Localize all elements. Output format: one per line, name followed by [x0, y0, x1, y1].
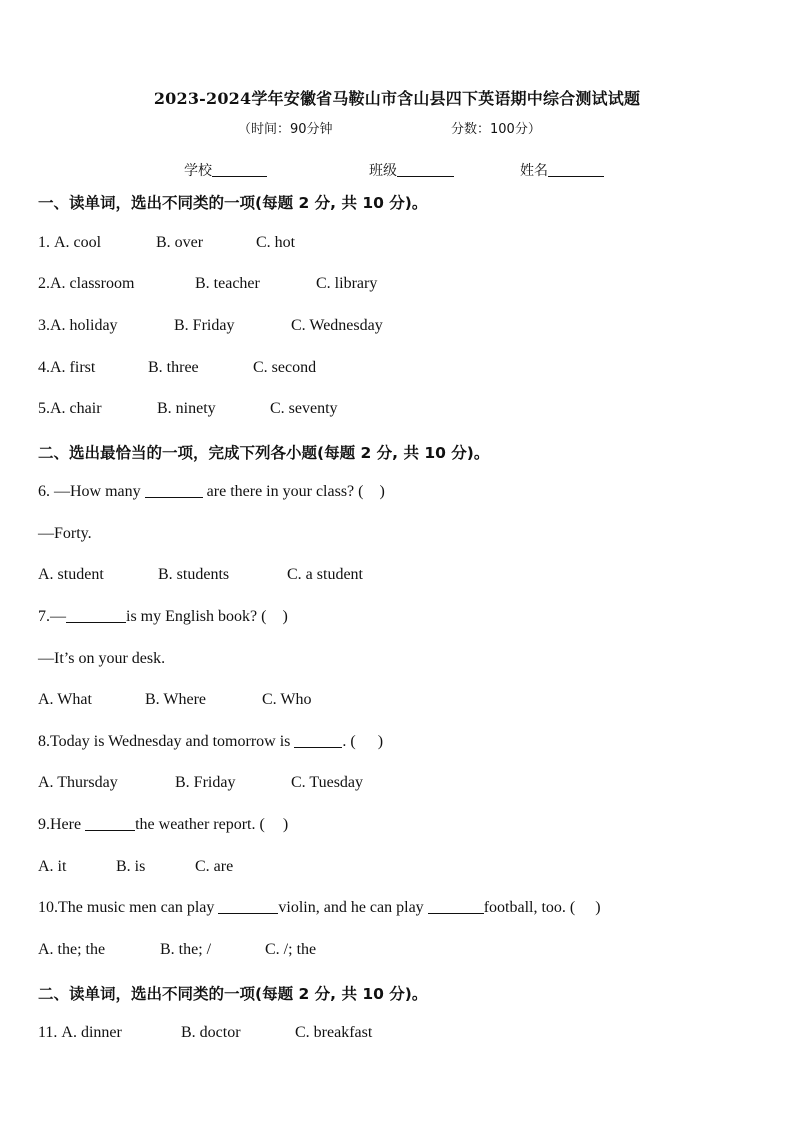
option-a: A. Thursday: [38, 774, 118, 791]
class-blank[interactable]: [397, 162, 454, 177]
question-text: 7.—: [38, 608, 66, 625]
option-b: B. over: [156, 234, 204, 251]
option-a: A. What: [38, 691, 92, 708]
question-7-options: [38, 691, 312, 709]
question-text: the weather report. (: [135, 816, 265, 833]
option-b: B. the; /: [160, 941, 212, 958]
option-a: A. dinner: [61, 1024, 122, 1041]
option-b: B. is: [116, 858, 146, 875]
question-11: [38, 1024, 373, 1042]
school-label: 学校: [184, 163, 212, 179]
name-blank[interactable]: [548, 162, 604, 177]
answer-blank[interactable]: [145, 483, 203, 498]
school-blank[interactable]: [212, 162, 267, 177]
question-number: 2.: [38, 275, 50, 292]
option-b: B. teacher: [195, 275, 260, 292]
name-label: 姓名: [520, 163, 548, 179]
time-limit: （时间：90分钟: [238, 122, 333, 137]
section-heading-2: 二、选出最恰当的一项，完成下列各小题(每题 2 分, 共 10 分)。: [38, 444, 490, 462]
option-b: B. doctor: [181, 1024, 241, 1041]
question-text: ): [595, 899, 601, 916]
option-a: A. chair: [50, 400, 102, 417]
question-10-options: [38, 941, 317, 959]
question-text: are there in your class? (: [202, 483, 364, 500]
question-text: football, too. (: [483, 899, 576, 916]
question-text: 10.The music men can play: [38, 899, 219, 916]
question-text: . (: [342, 733, 356, 750]
option-b: B. Friday: [175, 774, 236, 791]
option-c: C. library: [316, 275, 378, 292]
question-text: 6. —How many: [38, 483, 145, 500]
question-8-options: [38, 774, 364, 792]
option-c: C. hot: [256, 234, 296, 251]
question-10-stem: [38, 899, 601, 917]
question-text: 9.Here: [38, 816, 86, 833]
option-c: C. a student: [287, 566, 363, 583]
exam-title: 2023-2024学年安徽省马鞍山市含山县四下英语期中综合测试试题: [153, 89, 641, 108]
question-number: 3.: [38, 317, 50, 334]
option-c: C. are: [195, 858, 234, 875]
question-number: 11.: [38, 1024, 62, 1041]
question-6-stem: [38, 483, 385, 501]
question-9-stem: [38, 816, 288, 834]
question-text: 8.Today is Wednesday and tomorrow is: [38, 733, 295, 750]
option-b: B. Where: [145, 691, 207, 708]
question-text: violin, and he can play: [278, 899, 428, 916]
option-b: B. three: [148, 359, 199, 376]
option-a: A. it: [38, 858, 67, 875]
question-text: ): [282, 608, 288, 625]
question-6-options: [38, 566, 363, 584]
total-score: 分数：100分）: [451, 122, 541, 137]
question-7-answer: —It’s on your desk.: [38, 650, 166, 667]
option-c: C. breakfast: [295, 1024, 373, 1041]
option-b: B. ninety: [157, 400, 216, 417]
class-field: [369, 160, 454, 180]
question-8-stem: [38, 733, 383, 751]
question-1: [38, 234, 296, 252]
question-5: [38, 400, 338, 418]
option-c: C. Tuesday: [291, 774, 364, 791]
option-b: B. Friday: [174, 317, 235, 334]
option-b: B. students: [158, 566, 230, 583]
question-number: 4.: [38, 359, 50, 376]
answer-blank[interactable]: [85, 816, 135, 831]
option-a: A. classroom: [50, 275, 135, 292]
question-text: ): [379, 483, 385, 500]
question-text: ): [377, 733, 384, 750]
section-heading-1: 一、读单词，选出不同类的一项(每题 2 分, 共 10 分)。: [38, 194, 428, 212]
question-6-answer: —Forty.: [38, 525, 92, 542]
question-7-stem: [38, 608, 288, 626]
school-field: [184, 160, 267, 180]
option-c: C. Wednesday: [291, 317, 383, 334]
option-c: C. second: [253, 359, 317, 376]
answer-blank[interactable]: [66, 608, 126, 623]
option-c: C. /; the: [265, 941, 317, 958]
option-a: A. cool: [54, 234, 102, 251]
option-a: A. first: [50, 359, 96, 376]
question-text: ): [282, 816, 289, 833]
question-2: [38, 275, 378, 293]
question-number: 5.: [38, 400, 50, 417]
question-number: 1.: [38, 234, 54, 251]
option-a: A. student: [38, 566, 104, 583]
class-label: 班级: [369, 163, 397, 179]
name-field: [520, 160, 604, 180]
answer-blank-1[interactable]: [218, 899, 278, 914]
question-9-options: [38, 858, 234, 876]
section-heading-3: 二、读单词，选出不同类的一项(每题 2 分, 共 10 分)。: [38, 985, 428, 1003]
option-a: A. the; the: [38, 941, 106, 958]
option-c: C. Who: [262, 691, 312, 708]
answer-blank-2[interactable]: [428, 899, 484, 914]
question-4: [38, 359, 317, 377]
answer-blank[interactable]: [294, 733, 342, 748]
question-3: [38, 317, 383, 335]
question-text: is my English book? (: [126, 608, 267, 625]
option-a: A. holiday: [50, 317, 118, 334]
option-c: C. seventy: [270, 400, 338, 417]
